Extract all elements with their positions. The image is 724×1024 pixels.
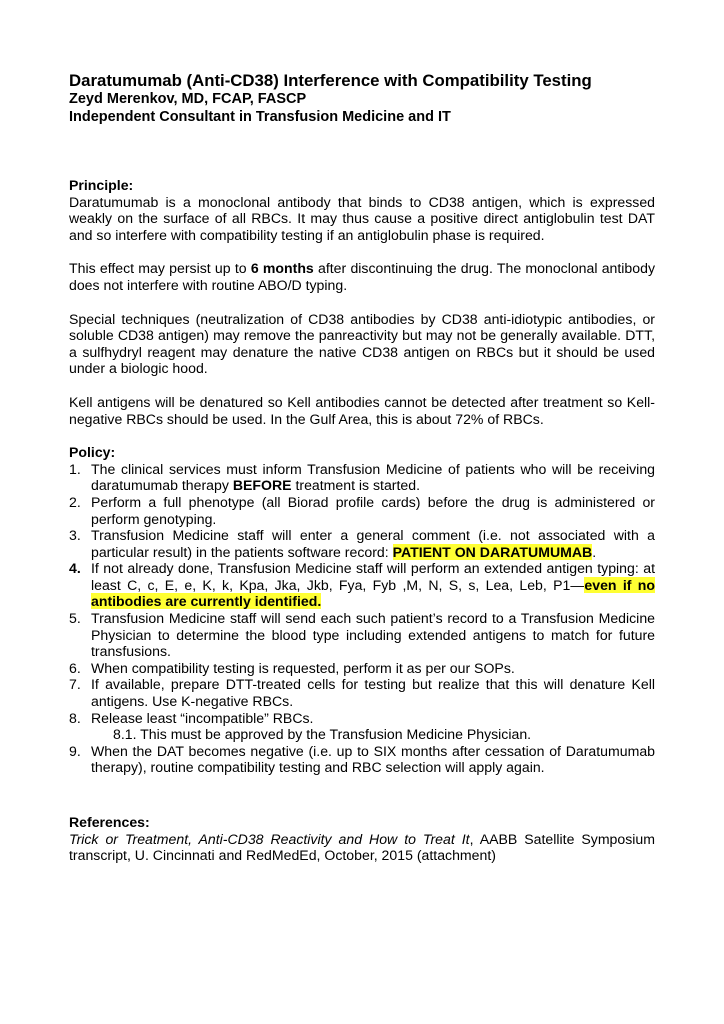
policy-item-2 — [69, 494, 655, 527]
policy-item-3 — [69, 527, 655, 560]
author-role: Independent Consultant in Transfusion Medicine and IT — [69, 109, 451, 125]
policy-item-8 — [69, 710, 655, 743]
principle-heading: Principle: — [69, 177, 134, 193]
principle-p2-before: This effect may persist up to — [69, 260, 251, 277]
policy-item-number: 2. — [69, 493, 81, 510]
references-heading: References: — [69, 814, 150, 830]
author-name: Zeyd Merenkov, MD, FCAP, FASCP — [69, 91, 307, 107]
principle-p2-after: after discontinuing the drug. The monoclonal antibody does not interfere with routine ABO/D typing. — [69, 260, 655, 293]
policy-item-text: When compatibility testing is requested, perform it as per our SOPs. — [91, 659, 515, 676]
principle-p2-bold: 6 months — [250, 260, 314, 277]
policy-item-number: 8. — [69, 709, 81, 726]
policy-item-text: . — [592, 543, 597, 560]
policy-item-text: If available, prepare DTT-treated cells for testing but realize that this will denature Kell antigens. Use K-negative RBCs. — [91, 676, 655, 710]
principle-section — [69, 177, 655, 427]
document-title: Daratumumab (Anti-CD38) Interference with Compatibility Testing — [69, 71, 592, 90]
highlighted-comment: PATIENT ON DARATUMUMAB — [392, 543, 593, 560]
highlighted-note: even if no antibodies are currently identified. — [91, 576, 655, 610]
policy-item-text: The clinical services must inform Transfusion Medicine of patients who will be receiving daratumumab therapy — [91, 460, 655, 494]
policy-item-text: Release least “incompatible” RBCs. — [91, 709, 314, 726]
policy-item-1 — [69, 461, 655, 494]
policy-item-bold: BEFORE — [232, 477, 292, 494]
policy-item-text: treatment is started. — [291, 477, 421, 494]
policy-item-5 — [69, 610, 655, 660]
policy-item-number: 9. — [69, 742, 81, 759]
policy-item-number: 3. — [69, 527, 81, 544]
policy-item-6 — [69, 660, 655, 677]
policy-heading: Policy: — [69, 444, 116, 461]
policy-item-7 — [69, 676, 655, 709]
policy-section — [69, 444, 655, 776]
policy-item-text: Perform a full phenotype (all Biorad profile cards) before the drug is administered or perform genotyping. — [91, 493, 655, 527]
policy-item-number: 6. — [69, 659, 81, 676]
policy-item-text: If not already done, Transfusion Medicine staff will perform an extended antigen typing: at least C, c, E, e, K, k, Kpa, Jka, Jkb, Fya, Fyb ,M, N, S, s, Lea, Leb, P1— — [91, 560, 655, 593]
policy-item-9 — [69, 743, 655, 776]
policy-list — [69, 461, 655, 776]
reference-title: Trick or Treatment, Anti-CD38 Reactivity and How to Treat It — [69, 830, 470, 847]
principle-paragraph-3: Special techniques (neutralization of CD38 antibodies by CD38 anti-idiotypic antibodies, or soluble CD38 antigen) may remove the panreactivity but may not be generally available. DTT, a sulfhydryl reagent may denature the native CD38 antigen on RBCs but it should be used under a biologic hood. — [69, 310, 655, 377]
references-section — [69, 814, 655, 864]
policy-item-number: 7. — [69, 676, 81, 693]
policy-item-number: 1. — [69, 460, 81, 477]
policy-item-text: When the DAT becomes negative (i.e. up to SIX months after cessation of Daratumumab therapy), routine compatibility testing and RBC selection will apply again. — [91, 742, 655, 776]
policy-subitem-8-1: 8.1. This must be approved by the Transfusion Medicine Physician. — [113, 726, 532, 743]
policy-item-text: Transfusion Medicine staff will send each such patient’s record to a Transfusion Medicine Physician to determine the blood type including extended antigens to match for future transfusions. — [91, 610, 655, 660]
policy-item-number: 4. — [69, 560, 81, 577]
principle-paragraph-4: Kell antigens will be denatured so Kell antibodies cannot be detected after treatment so Kell-negative RBCs should be used. In the Gulf Area, this is about 72% of RBCs. — [69, 393, 655, 427]
document-page — [69, 72, 655, 864]
reference-details: , AABB Satellite Symposium transcript, U. Cincinnati and RedMedEd, October, 2015 (attachment) — [69, 830, 655, 864]
policy-item-text: Transfusion Medicine staff will enter a general comment (i.e. not associated with a particular result) in the patients software record: — [91, 527, 655, 560]
policy-item-4 — [69, 560, 655, 610]
principle-paragraph-1: Daratumumab is a monoclonal antibody that binds to CD38 antigen, which is expressed weakly on the surface of all RBCs. It may thus cause a positive direct antiglobulin test DAT and so interfere with compatibility testing if an antiglobulin phase is required. — [69, 193, 655, 243]
principle-paragraph-2 — [69, 260, 655, 293]
policy-item-number: 5. — [69, 610, 81, 627]
reference-1 — [69, 831, 655, 864]
